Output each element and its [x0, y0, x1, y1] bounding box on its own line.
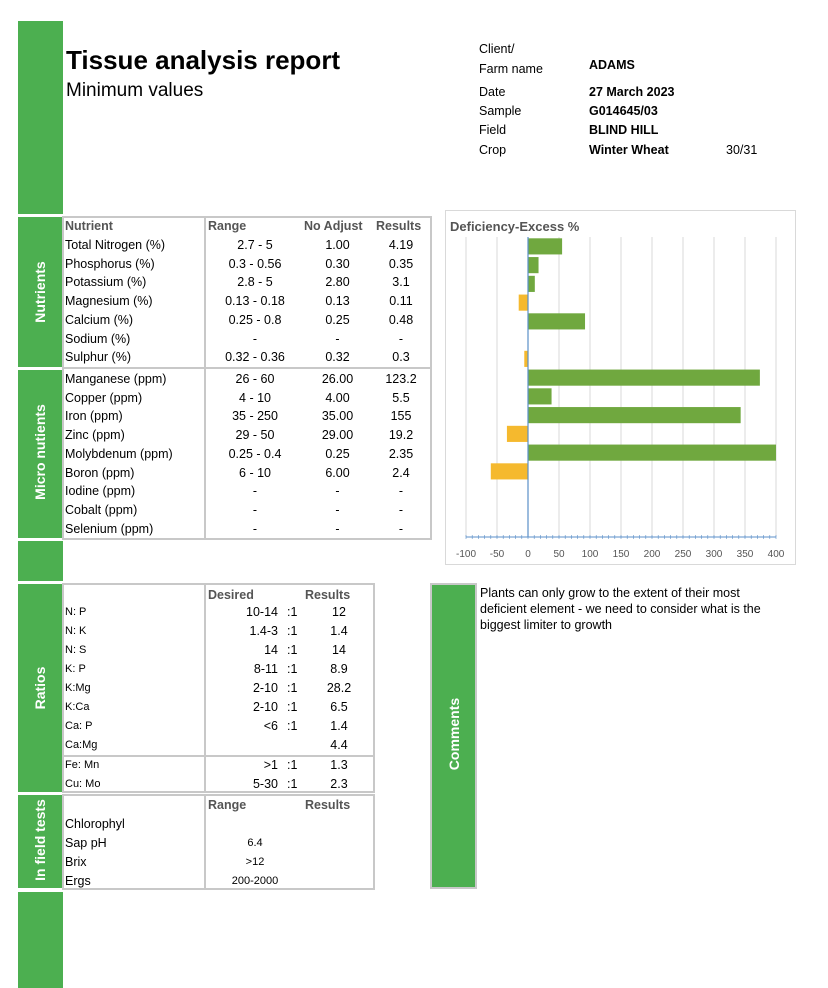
x-tick-label: -50 — [489, 549, 505, 560]
nutrient-value: - — [335, 502, 340, 517]
client-value: ADAMS — [589, 58, 635, 72]
nutrient-value: 3.1 — [392, 275, 410, 290]
ratios-col-divider — [204, 583, 206, 793]
ratio-name: N: P — [65, 606, 87, 618]
nutrient-value: 0.32 — [325, 350, 350, 365]
x-tick-label: 100 — [581, 549, 599, 560]
ratio-sep: :1 — [287, 643, 298, 657]
nutrient-name: Molybdenum (ppm) — [65, 446, 173, 461]
nutrient-value: - — [398, 502, 404, 517]
report-subtitle: Minimum values — [66, 80, 204, 101]
nutrient-value: 0.30 — [325, 256, 350, 271]
nutrient-value: 123.2 — [385, 372, 417, 386]
nutrient-name: Zinc (ppm) — [65, 428, 125, 443]
ratio-sep: :1 — [287, 719, 298, 733]
ratio-result: 4.4 — [330, 738, 348, 752]
nutrient-value: 0.32 - 0.36 — [225, 350, 285, 365]
nutrient-name: Magnesium (%) — [65, 294, 153, 309]
nutrient-value: 5.5 — [392, 390, 410, 405]
ratio-desired: 1.4-3 — [249, 624, 278, 638]
nutrient-value: 19.2 — [388, 428, 414, 443]
nutrient-value: 155 — [390, 409, 412, 424]
nutrient-value: 29.00 — [321, 428, 354, 443]
nutrient-name: Phosphorus (%) — [65, 256, 155, 271]
ratio-sep: :1 — [287, 662, 298, 676]
nutrient-value: 35.00 — [321, 409, 354, 424]
chart-bar — [528, 370, 760, 386]
nutrient-value: 0.13 - 0.18 — [225, 294, 285, 309]
farm-label: Farm name — [479, 62, 543, 76]
nutrient-value: 29 - 50 — [235, 428, 275, 443]
nutrient-name: Sodium (%) — [65, 331, 131, 346]
nutrient-value: 0.35 — [388, 256, 414, 271]
ratio-desired: 10-14 — [246, 605, 278, 619]
ratio-sep: :1 — [287, 624, 298, 638]
client-label: Client/ — [479, 42, 515, 56]
nutrient-value: 6 - 10 — [239, 465, 271, 480]
section-label-nutrients: Nutrients — [32, 261, 48, 323]
ratio-name: Ca:Mg — [65, 739, 98, 751]
ratio-sep: :1 — [287, 605, 298, 619]
nutrient-name: Potassium (%) — [65, 275, 147, 290]
left-band-footer — [18, 892, 63, 988]
chart-bar — [528, 276, 535, 292]
x-tick-label: 0 — [525, 549, 531, 560]
ratio-name: K:Mg — [65, 682, 91, 694]
ratios-divider — [62, 755, 375, 757]
ratio-name: Ca: P — [65, 720, 93, 732]
ratio-result: 1.3 — [330, 758, 348, 772]
nutrient-value: - — [335, 521, 340, 536]
nutrient-value: - — [335, 331, 340, 346]
nutrient-value: - — [398, 331, 404, 346]
infield-test-range: 200-2000 — [231, 875, 279, 887]
ratio-result: 1.4 — [330, 624, 348, 638]
nutrient-value: 0.25 - 0.8 — [228, 312, 282, 327]
nutrient-value: 2.80 — [325, 275, 350, 290]
nutrient-header: Nutrient — [65, 219, 113, 233]
no-adjust-header: No Adjust — [304, 219, 363, 233]
nutrient-value: 0.25 - 0.4 — [228, 446, 282, 461]
nutrient-name: Sulphur (%) — [65, 350, 131, 365]
micro-divider — [62, 367, 432, 369]
nutrient-value: 6.00 — [325, 465, 350, 480]
x-tick-label: 200 — [643, 549, 661, 560]
nutrient-name: Manganese (ppm) — [65, 372, 167, 386]
nutrient-value: 0.25 — [325, 312, 350, 327]
field-label: Field — [479, 123, 507, 137]
ratio-result: 8.9 — [330, 662, 348, 676]
nutrient-value: 26.00 — [321, 372, 354, 386]
nutrient-name: Calcium (%) — [65, 312, 134, 327]
nutrient-value: - — [398, 484, 404, 499]
nutrient-name: Cobalt (ppm) — [65, 502, 138, 517]
infield-test-name: Ergs — [65, 874, 91, 888]
chart-bar — [528, 257, 539, 273]
section-label-comments: Comments — [446, 697, 462, 771]
chart-bar — [528, 238, 562, 254]
ratio-result: 14 — [332, 643, 346, 657]
infield-test-range: >12 — [245, 856, 265, 868]
report-title: Tissue analysis report — [66, 45, 341, 75]
ratio-name: Cu: Mo — [65, 778, 101, 790]
ratio-desired: 5-30 — [252, 777, 278, 791]
ratio-desired: 14 — [264, 643, 278, 657]
infield-test-name: Brix — [65, 855, 87, 869]
infield-test-range: 6.4 — [247, 837, 263, 849]
nutrient-value: 0.25 — [325, 446, 350, 461]
ratio-sep: :1 — [287, 758, 298, 772]
ratio-desired: 8-11 — [253, 662, 278, 676]
nutrient-value: 4 - 10 — [239, 390, 271, 405]
infield-col-divider — [204, 794, 206, 890]
field-value: BLIND HILL — [589, 123, 659, 137]
nutrient-value: - — [398, 521, 404, 536]
chart-bar — [528, 407, 741, 423]
date-label: Date — [479, 85, 506, 99]
ratio-desired: 2-10 — [252, 700, 278, 714]
nutrient-value: 35 - 250 — [232, 409, 278, 424]
nutrient-name: Iron (ppm) — [65, 409, 123, 424]
ratio-result: 28.2 — [326, 681, 352, 695]
infield-test-name: Sap pH — [65, 836, 107, 850]
crop-label: Crop — [479, 143, 507, 157]
ratio-result: 12 — [332, 605, 346, 619]
chart-svg — [445, 210, 796, 565]
nutrient-name: Total Nitrogen (%) — [65, 238, 166, 252]
x-tick-label: 350 — [736, 549, 754, 560]
nutrient-name: Iodine (ppm) — [65, 484, 136, 499]
ratio-name: K: P — [65, 663, 86, 675]
nutrient-value: - — [252, 502, 258, 517]
ratio-result: 1.4 — [330, 719, 348, 733]
ratio-name: N: S — [65, 644, 87, 656]
ratio-name: Fe: Mn — [65, 759, 100, 771]
ratio-desired: >1 — [263, 758, 278, 772]
ratio-result: 2.3 — [330, 777, 348, 791]
chart-bar — [528, 445, 776, 461]
nutrient-name: Copper (ppm) — [65, 390, 143, 405]
ratio-name: K:Ca — [65, 701, 90, 713]
infield-results-header: Results — [305, 798, 351, 812]
x-tick-label: 150 — [612, 549, 630, 560]
nutrient-value: - — [252, 484, 258, 499]
ratio-name: N: K — [65, 625, 87, 637]
range-header: Range — [208, 219, 247, 233]
ratio-result: 6.5 — [330, 700, 348, 714]
ratio-desired: 2-10 — [252, 681, 278, 695]
x-tick-label: 400 — [767, 549, 785, 560]
section-label-ratios: Ratios — [32, 666, 48, 710]
nutrient-value: 26 - 60 — [235, 372, 275, 386]
nutrient-value: 4.19 — [388, 238, 414, 252]
nutrient-value: 2.7 - 5 — [237, 238, 273, 252]
chart-bar — [491, 463, 528, 479]
nutrient-name: Selenium (ppm) — [65, 521, 154, 536]
page-ref: 30/31 — [726, 143, 758, 157]
nutrient-col-divider — [204, 216, 206, 540]
left-band-header — [18, 21, 63, 214]
ratio-desired: <6 — [263, 719, 278, 733]
section-label-infield: In field tests — [32, 799, 48, 881]
date-value: 27 March 2023 — [589, 85, 675, 99]
comments-text: Plants can only grow to the extent of their most deficient element - we need to consider what is the biggest limiter to growth — [480, 586, 761, 632]
ratio-results-header: Results — [305, 588, 351, 602]
nutrient-value: 2.4 — [392, 465, 410, 480]
section-label-micro: Micro nutients — [32, 404, 48, 500]
nutrient-value: 0.13 — [325, 294, 350, 309]
chart-bar — [528, 388, 552, 404]
nutrient-value: 2.8 - 5 — [237, 275, 273, 290]
infield-test-name: Chlorophyl — [65, 817, 125, 831]
ratio-sep: :1 — [287, 700, 298, 714]
crop-value: Winter Wheat — [589, 143, 669, 157]
chart-bar — [507, 426, 528, 442]
chart-bar — [528, 313, 585, 329]
ratio-sep: :1 — [287, 681, 298, 695]
x-tick-label: 250 — [674, 549, 692, 560]
chart-title: Deficiency-Excess % — [450, 219, 580, 234]
nutrient-value: 0.11 — [389, 294, 413, 309]
nutrient-value: - — [252, 521, 258, 536]
x-tick-label: 50 — [553, 549, 565, 560]
chart-bar — [519, 295, 528, 311]
nutrient-value: 0.48 — [388, 312, 414, 327]
ratio-sep: :1 — [287, 777, 298, 791]
nutrient-name: Boron (ppm) — [65, 465, 135, 480]
infield-range-header: Range — [208, 798, 247, 812]
sample-value: G014645/03 — [589, 104, 658, 118]
nutrient-value: 0.3 - 0.56 — [228, 256, 282, 271]
nutrient-value: 2.35 — [388, 446, 414, 461]
nutrient-value: - — [335, 484, 340, 499]
sample-label: Sample — [479, 104, 522, 118]
nutrient-value: 0.3 — [392, 350, 410, 365]
x-tick-label: 300 — [705, 549, 723, 560]
nutrient-value: 4.00 — [325, 390, 350, 405]
x-tick-label: -100 — [455, 549, 477, 560]
nutrient-value: - — [252, 331, 258, 346]
nutrient-value: 1.00 — [325, 238, 350, 252]
desired-header: Desired — [208, 588, 254, 602]
results-header: Results — [376, 219, 422, 233]
left-band-gap — [18, 541, 63, 581]
